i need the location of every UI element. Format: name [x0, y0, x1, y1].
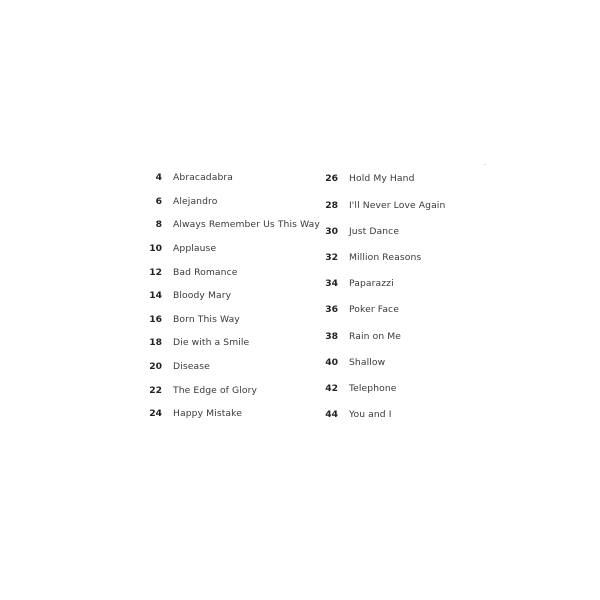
toc-entry [128, 260, 318, 284]
toc-page-number: 24 [149, 408, 162, 420]
toc-song-title: Rain on Me [349, 330, 402, 342]
toc-entry [128, 308, 318, 332]
toc-song-title: Alejandro [173, 195, 218, 207]
toc-song-title: Poker Face [349, 304, 399, 316]
toc-entry [128, 355, 318, 379]
toc-page-number: 32 [325, 252, 338, 264]
toc-entry [128, 402, 318, 426]
toc-page-number: 36 [325, 304, 338, 316]
toc-song-title: Applause [173, 242, 217, 254]
toc-entry [128, 166, 318, 190]
toc-column-right [304, 166, 504, 428]
toc-entry [304, 376, 504, 402]
toc-page-number: 4 [155, 172, 162, 184]
toc-entry [304, 192, 504, 218]
toc-page-number: 20 [149, 360, 162, 372]
toc-page-number: 6 [155, 195, 162, 207]
toc-song-title: Paparazzi [349, 278, 394, 290]
toc-page-number: 28 [325, 199, 338, 211]
toc-page-number: 8 [155, 219, 162, 231]
toc-page-number: 10 [149, 242, 162, 254]
toc-page-number: 16 [149, 313, 162, 325]
toc-page-number: 42 [325, 382, 338, 394]
toc-song-title: Born This Way [173, 313, 240, 325]
toc-song-title: Hold My Hand [349, 173, 415, 185]
toc-song-title: The Edge of Glory [173, 384, 258, 396]
toc-entry [304, 402, 504, 428]
toc-page-number: 30 [325, 225, 338, 237]
toc-column-left [128, 166, 318, 426]
toc-song-title: Abracadabra [173, 172, 234, 184]
toc-page-number: 34 [325, 278, 338, 290]
toc-song-title: I'll Never Love Again [349, 199, 446, 211]
toc-page-number: 38 [325, 330, 338, 342]
toc-song-title: Shallow [349, 356, 386, 368]
toc-entry [304, 245, 504, 271]
toc-entry [304, 218, 504, 244]
toc-entry [128, 331, 318, 355]
toc-page-number: 44 [325, 409, 338, 421]
toc-song-title: Bad Romance [173, 266, 238, 278]
toc-page-number: 14 [149, 290, 162, 302]
toc-song-title: Die with a Smile [173, 337, 250, 349]
print-mark [484, 164, 486, 165]
toc-song-title: Telephone [349, 382, 397, 394]
toc-page-number: 40 [325, 356, 338, 368]
toc-song-title: Disease [173, 360, 210, 372]
toc-entry [304, 349, 504, 375]
toc-page-number: 12 [149, 266, 162, 278]
toc-song-title: Just Dance [349, 225, 400, 237]
toc-entry [128, 378, 318, 402]
toc-entry [304, 323, 504, 349]
toc-entry [304, 271, 504, 297]
toc-song-title: Bloody Mary [173, 290, 232, 302]
toc-page-number: 22 [149, 384, 162, 396]
toc-page-number: 18 [149, 337, 162, 349]
toc-entry [304, 297, 504, 323]
toc-entry [128, 213, 318, 237]
toc-page-number: 26 [325, 173, 338, 185]
toc-entry [128, 237, 318, 261]
toc-entry [128, 284, 318, 308]
toc-song-title: You and I [349, 409, 392, 421]
toc-song-title: Happy Mistake [173, 408, 243, 420]
toc-entry [304, 166, 504, 192]
toc-song-title: Million Reasons [349, 252, 422, 264]
toc-entry [128, 190, 318, 214]
toc-song-title: Always Remember Us This Way [173, 219, 320, 231]
